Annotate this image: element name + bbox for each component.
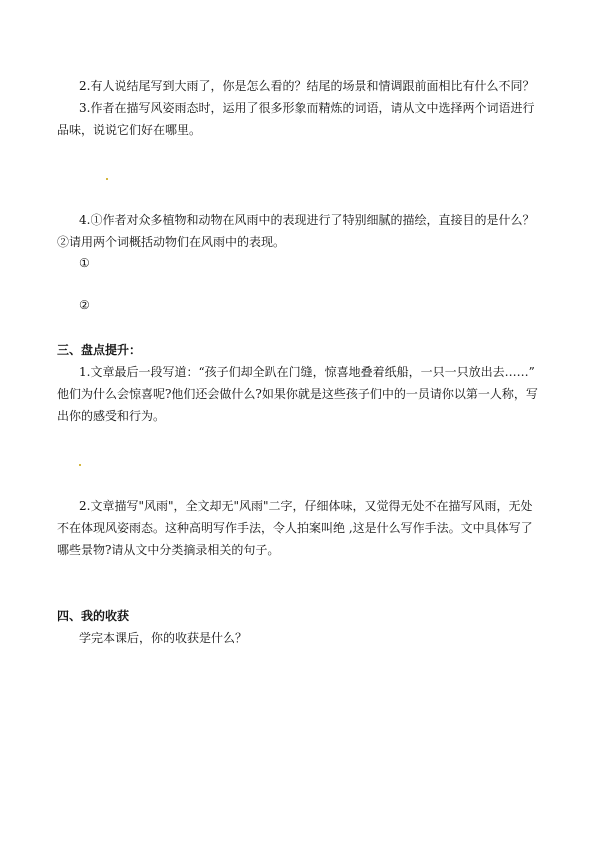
section-3-heading: 三、盘点提升： <box>57 343 142 357</box>
answer-marker-1: ① <box>79 256 90 270</box>
section-4-heading: 四、我的收获 <box>57 609 130 623</box>
section-3-question-1-line-2: 他们为什么会惊喜呢?他们还会做什么?如果你就是这些孩子们中的一员请你以第一人称，写 <box>57 387 538 401</box>
answer-marker-2: ② <box>79 298 90 312</box>
answer-space-mark <box>106 178 108 180</box>
section-3-question-2-line-1: 2.文章描写"风雨"，全文却无"风雨"二字，仔细体味，又觉得无处不在描写风雨，无处 <box>79 499 533 513</box>
section-3-question-1-line-1: 1.文章最后一段写道：“孩子们却全趴在门缝，惊喜地叠着纸船，一只一只放出去……” <box>79 365 535 379</box>
question-4-line-2: ②请用两个词概括动物们在风雨中的表现。 <box>57 235 286 249</box>
section-3-question-2-line-3: 哪些景物?请从文中分类摘录相关的句子。 <box>57 543 280 557</box>
answer-space-mark <box>79 464 81 466</box>
section-4-prompt: 学完本课后，你的收获是什么？ <box>79 631 248 645</box>
question-4-line-1: 4.①作者对众多植物和动物在风雨中的表现进行了特别细腻的描绘，直接目的是什么？ <box>79 213 535 227</box>
question-3-line-1: 3.作者在描写风姿雨态时，运用了很多形象而精炼的词语，请从文中选择两个词语进行 <box>79 101 535 115</box>
section-3-question-1-line-3: 出你的感受和行为。 <box>57 409 166 423</box>
section-3-question-2-line-2: 不在体现风姿雨态。这种高明写作手法，令人拍案叫绝 ,这是什么写作手法。文中具体写了 <box>57 521 533 535</box>
question-3-line-2: 品味，说说它们好在哪里。 <box>57 123 202 137</box>
question-2: 2.有人说结尾写到大雨了，你是怎么看的？结尾的场景和情调跟前面相比有什么不同？ <box>79 79 535 93</box>
